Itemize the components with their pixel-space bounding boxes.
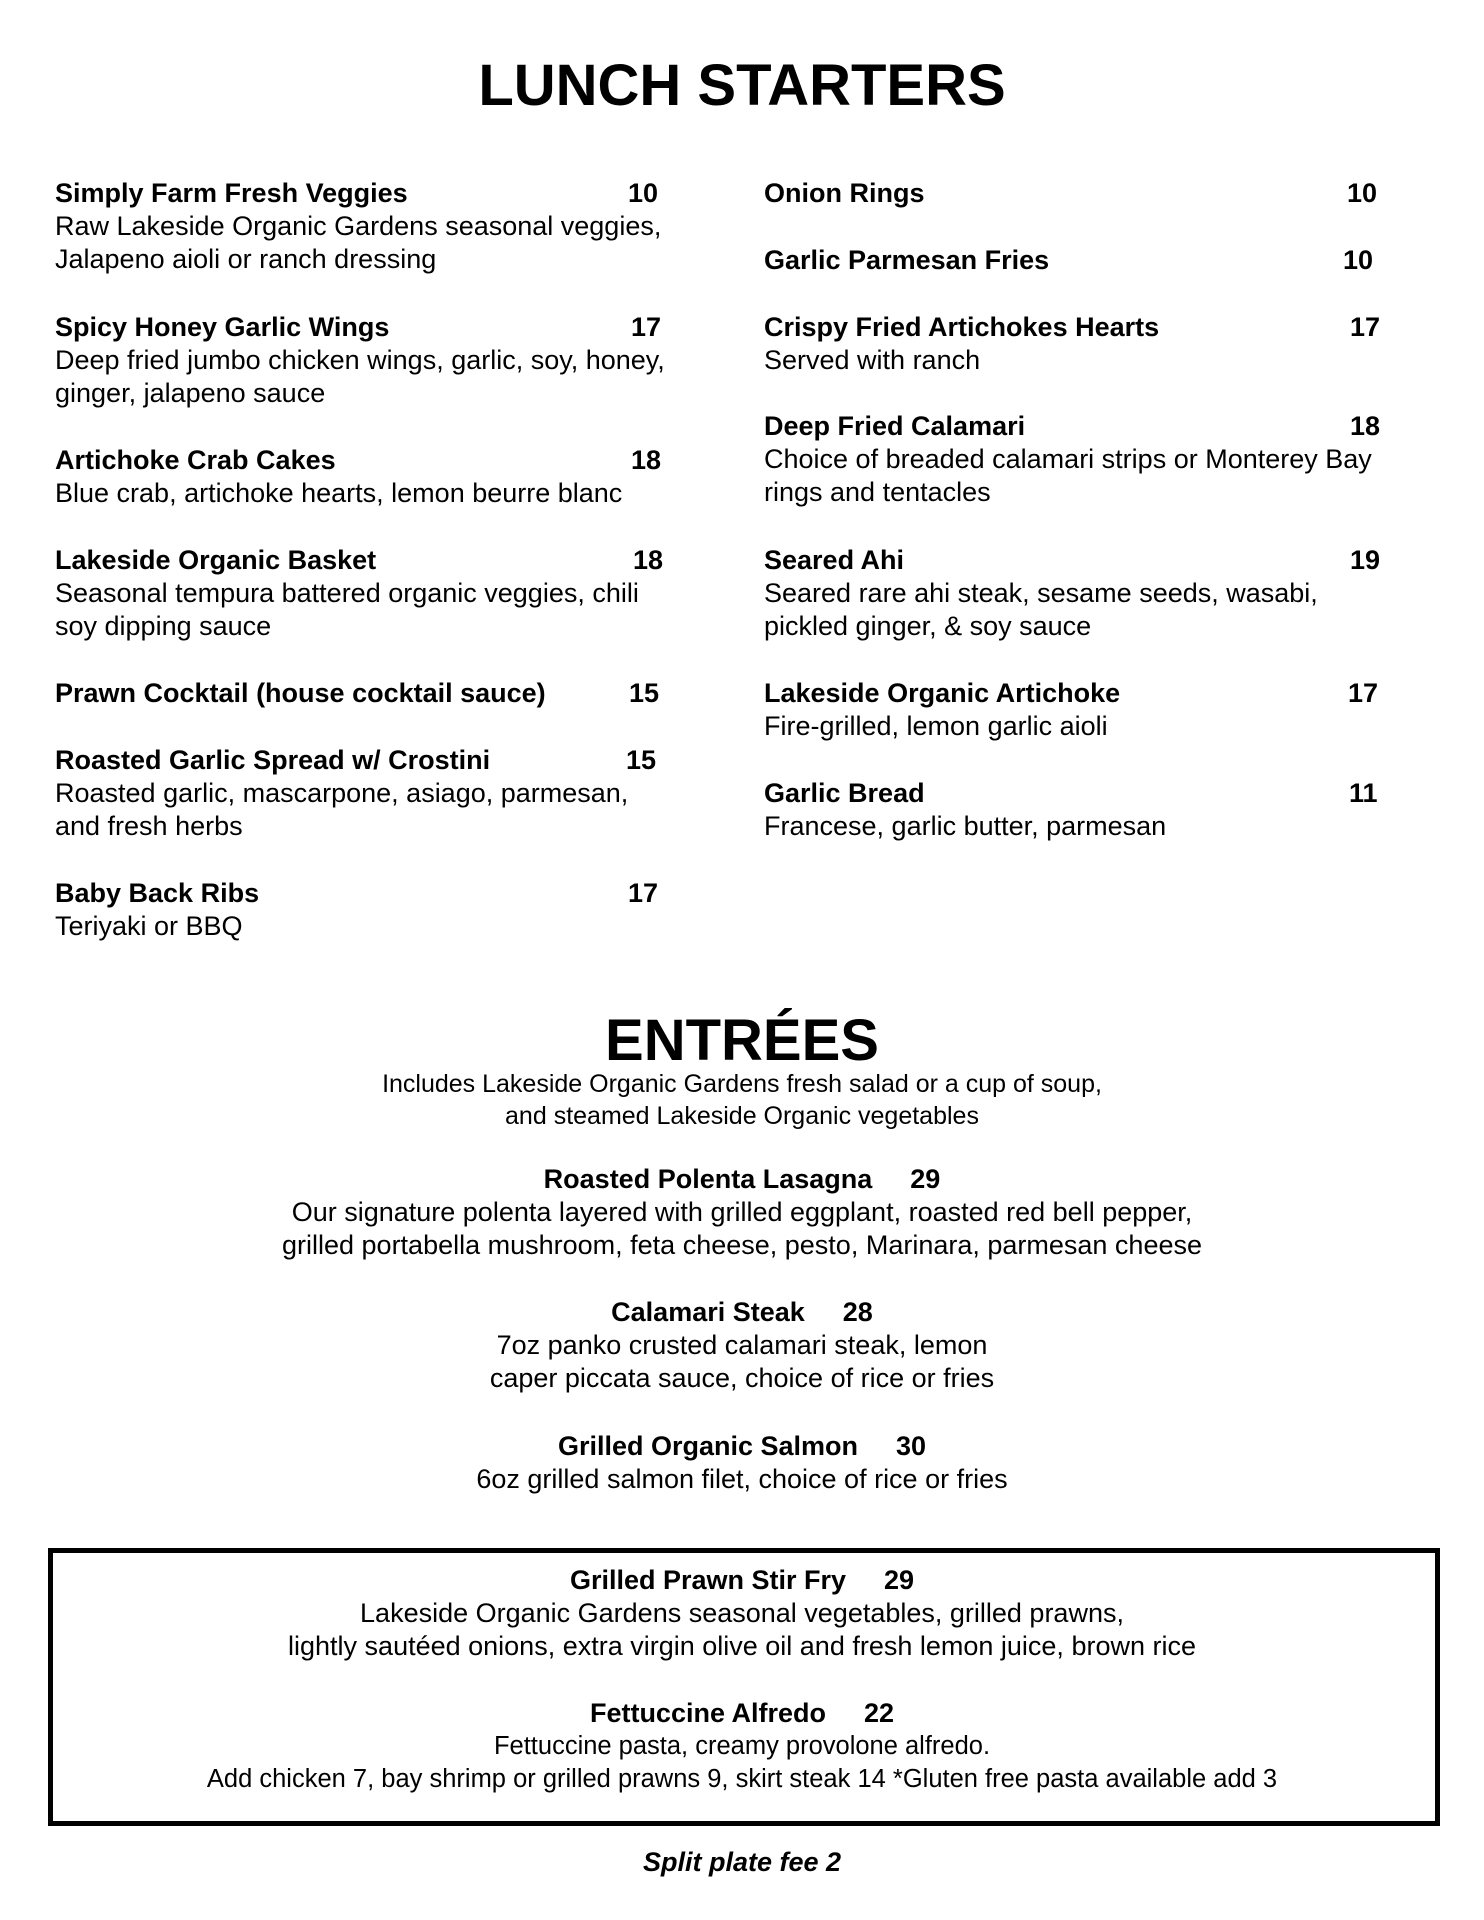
item-name: Crispy Fried Artichokes Hearts xyxy=(764,312,1160,342)
item-description: soy dipping sauce xyxy=(55,611,272,641)
item-description: 7oz panko crusted calamari steak, lemon xyxy=(496,1330,988,1360)
item-description: caper piccata sauce, choice of rice or fries xyxy=(489,1363,995,1393)
item-name: Garlic Bread xyxy=(764,778,925,808)
item-name: Simply Farm Fresh Veggies xyxy=(55,178,408,208)
starter-item xyxy=(764,677,1444,743)
item-description: Lakeside Organic Gardens seasonal vegetables, grilled prawns, xyxy=(360,1598,1124,1628)
item-price: 15 xyxy=(629,678,660,708)
starter-item xyxy=(764,311,1444,377)
starter-item xyxy=(764,777,1444,843)
item-price: 17 xyxy=(1350,312,1381,342)
item-price: 22 xyxy=(863,1698,895,1728)
item-price: 10 xyxy=(1347,178,1378,208)
item-name: Seared Ahi xyxy=(764,545,905,575)
item-name: Spicy Honey Garlic Wings xyxy=(55,312,390,342)
item-name: Onion Rings xyxy=(764,178,925,208)
starter-item xyxy=(55,311,735,410)
starter-item xyxy=(55,744,735,843)
item-name: Artichoke Crab Cakes xyxy=(55,445,336,475)
featured-entree-item xyxy=(0,1697,1484,1796)
page-title: LUNCH STARTERS xyxy=(478,53,1006,118)
entree-item xyxy=(0,1163,1484,1262)
item-price: 17 xyxy=(1348,678,1379,708)
item-description: Francese, garlic butter, parmesan xyxy=(764,811,1167,841)
item-description: Seared rare ahi steak, sesame seeds, wasabi, xyxy=(764,578,1318,608)
starter-item xyxy=(55,877,735,943)
item-name: Grilled Prawn Stir Fry xyxy=(569,1565,847,1595)
item-description: and fresh herbs xyxy=(55,811,243,841)
section-title-entrees: ENTRÉES xyxy=(605,1008,879,1073)
item-price: 17 xyxy=(628,878,659,908)
item-name: Prawn Cocktail (house cocktail sauce) xyxy=(55,678,546,708)
item-description: Add chicken 7, bay shrimp or grilled prawns 9, skirt steak 14 *Gluten free pasta available add 3 xyxy=(206,1765,1278,1793)
item-name: Lakeside Organic Artichoke xyxy=(764,678,1121,708)
item-price: 18 xyxy=(633,545,664,575)
item-description: Roasted garlic, mascarpone, asiago, parmesan, xyxy=(55,778,629,808)
item-price: 29 xyxy=(884,1565,915,1595)
item-description: Blue crab, artichoke hearts, lemon beurre blanc xyxy=(55,478,623,508)
item-name: Baby Back Ribs xyxy=(55,878,260,908)
item-price: 29 xyxy=(910,1164,941,1194)
item-description: lightly sautéed onions, extra virgin olive oil and fresh lemon juice, brown rice xyxy=(288,1631,1196,1661)
starter-item xyxy=(764,177,1444,210)
item-description: Jalapeno aioli or ranch dressing xyxy=(55,244,437,274)
item-description: Our signature polenta layered with grilled eggplant, roasted red bell pepper, xyxy=(291,1197,1193,1227)
starter-item xyxy=(55,544,735,643)
item-description: Raw Lakeside Organic Gardens seasonal veggies, xyxy=(55,211,662,241)
item-price: 19 xyxy=(1350,545,1381,575)
item-name: Garlic Parmesan Fries xyxy=(764,245,1050,275)
item-description: rings and tentacles xyxy=(764,477,991,507)
item-name: Fettuccine Alfredo xyxy=(589,1698,826,1728)
item-price: 17 xyxy=(631,312,662,342)
item-description: 6oz grilled salmon filet, choice of rice or fries xyxy=(476,1464,1008,1494)
entree-item xyxy=(0,1430,1484,1496)
starter-item xyxy=(55,677,735,710)
item-name: Deep Fried Calamari xyxy=(764,411,1026,441)
subtitle-line: Includes Lakeside Organic Gardens fresh salad or a cup of soup, xyxy=(382,1070,1102,1098)
item-description: Seasonal tempura battered organic veggies, chili xyxy=(55,578,639,608)
starter-item xyxy=(55,177,735,276)
item-price: 15 xyxy=(626,745,657,775)
item-description: grilled portabella mushroom, feta cheese, pesto, Marinara, parmesan cheese xyxy=(282,1230,1202,1260)
item-price: 18 xyxy=(631,445,662,475)
item-description: pickled ginger, & soy sauce xyxy=(764,611,1092,641)
item-description: Choice of breaded calamari strips or Monterey Bay xyxy=(764,444,1372,474)
starter-item xyxy=(764,244,1444,277)
item-description: Teriyaki or BBQ xyxy=(55,911,243,941)
featured-entree-item xyxy=(0,1564,1484,1663)
item-description: Served with ranch xyxy=(764,345,981,375)
item-name: Calamari Steak xyxy=(611,1297,805,1327)
item-price: 10 xyxy=(1343,245,1374,275)
split-plate-note: Split plate fee 2 xyxy=(642,1847,842,1877)
item-description: Fire-grilled, lemon garlic aioli xyxy=(764,711,1108,741)
item-name: Roasted Polenta Lasagna xyxy=(543,1164,873,1194)
item-price: 11 xyxy=(1349,778,1378,808)
item-price: 18 xyxy=(1350,411,1381,441)
item-name: Lakeside Organic Basket xyxy=(55,545,377,575)
item-name: Grilled Organic Salmon xyxy=(557,1431,859,1461)
item-price: 30 xyxy=(896,1431,927,1461)
item-price: 28 xyxy=(842,1297,873,1327)
item-description: Deep fried jumbo chicken wings, garlic, soy, honey, xyxy=(55,345,665,375)
starter-item xyxy=(55,444,735,510)
section-subtitle xyxy=(0,1068,1484,1132)
starter-item xyxy=(764,410,1444,509)
entree-item xyxy=(0,1296,1484,1395)
item-description: ginger, jalapeno sauce xyxy=(55,378,326,408)
item-price: 10 xyxy=(628,178,659,208)
subtitle-line: and steamed Lakeside Organic vegetables xyxy=(505,1102,979,1130)
starter-item xyxy=(764,544,1444,643)
item-description: Fettuccine pasta, creamy provolone alfredo. xyxy=(493,1732,991,1760)
item-name: Roasted Garlic Spread w/ Crostini xyxy=(55,745,491,775)
